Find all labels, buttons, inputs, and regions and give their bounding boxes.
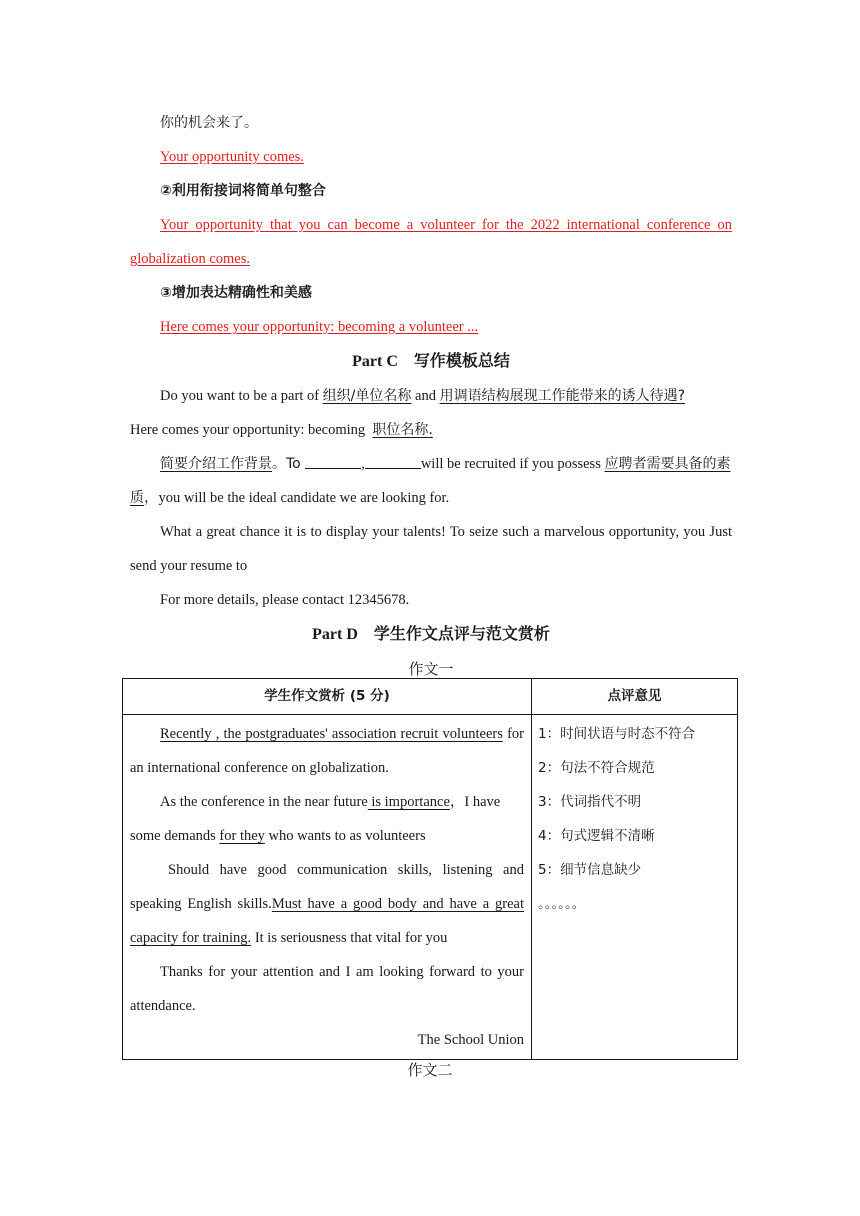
part-c-title: 写作模板总结 — [413, 351, 510, 370]
step3-sentence: Here comes your opportunity: becoming a volunteer ... — [160, 319, 479, 335]
intro-line-en: Your opportunity comes. — [160, 149, 304, 165]
comment-item: 1：时间状语与时态不符合 — [538, 726, 696, 742]
comment-item: 5：细节信息缺少 — [538, 862, 642, 878]
template-paragraph-2: 简要介绍工作背景。To , will be recruited if you possess 应聘者需要具备的素质，you will be the ideal candidate we are looking for. — [130, 456, 731, 506]
step3-title: ③增加表达精确性和美感 — [160, 285, 312, 301]
step2-title: ②利用衔接词将简单句整合 — [160, 183, 326, 199]
intro-line-cn: 你的机会来了。 — [160, 115, 258, 131]
template-paragraph-4: For more details, please contact 12345678. — [160, 592, 410, 608]
essay-review-table — [122, 678, 738, 1060]
comment-item: 2：句法不符合规范 — [538, 760, 655, 776]
essay-sentence-3: Should have good communication skills, listening and speaking English skills.Must have a good body and have a great capacity for training. It is seriousness that vital for you — [130, 862, 524, 946]
essay-sentence-2: As the conference in the near future is importance，I have some demands for they who wants to as volunteers — [130, 794, 501, 844]
part-d-heading — [130, 617, 732, 652]
essay-1-title: 作文一 — [408, 660, 454, 678]
comment-column-header: 点评意见 — [532, 679, 738, 715]
qualities-placeholder: 应聘者需要具备的素质 — [130, 456, 731, 506]
comment-item: 3：代词指代不明 — [538, 794, 642, 810]
essay-2-title: 作文二 — [407, 1061, 453, 1079]
org-name-placeholder: 组织/单位名称 — [322, 388, 412, 404]
table-header-row — [123, 679, 738, 715]
essay-signature: The School Union — [417, 1032, 524, 1048]
part-d-label: Part D — [312, 626, 358, 643]
blank-field — [305, 454, 361, 469]
part-c-label: Part C — [352, 353, 398, 370]
essay-sentence-4: Thanks for your attention and I am looking forward to your attendance. — [130, 964, 524, 1014]
table-row — [123, 715, 738, 1060]
position-placeholder: 职位名称. — [372, 422, 433, 438]
comments-cell — [532, 715, 738, 1060]
essay-sentence-1: Recently , the postgraduates' association recruit volunteers for an international conference on globalization. — [130, 726, 524, 776]
step2-sentence: Your opportunity that you can become a volunteer for the 2022 international conference on globalization comes. — [130, 217, 732, 267]
template-paragraph-1: Do you want to be a part of 组织/单位名称 and 用调语结构展现工作能带来的诱人待遇? Here comes your opportunity: becoming 职位名称. — [130, 388, 686, 438]
essay-column-header: 学生作文赏析 (5 分) — [123, 679, 532, 715]
part-d-title: 学生作文点评与范文赏析 — [373, 624, 550, 643]
student-essay-cell — [123, 715, 532, 1060]
background-placeholder: 简要介绍工作背景 — [160, 456, 272, 472]
blank-field — [365, 454, 421, 469]
document-body — [130, 106, 732, 686]
comment-item: 。。。。。。 — [538, 896, 586, 912]
part-c-heading — [130, 344, 732, 379]
comment-item: 4：句式逻辑不清晰 — [538, 828, 655, 844]
benefit-placeholder: 用调语结构展现工作能带来的诱人待遇? — [439, 388, 686, 404]
template-paragraph-3: What a great chance it is to display your talents! To seize such a marvelous opportunity, you Just send your resume to — [130, 524, 732, 574]
